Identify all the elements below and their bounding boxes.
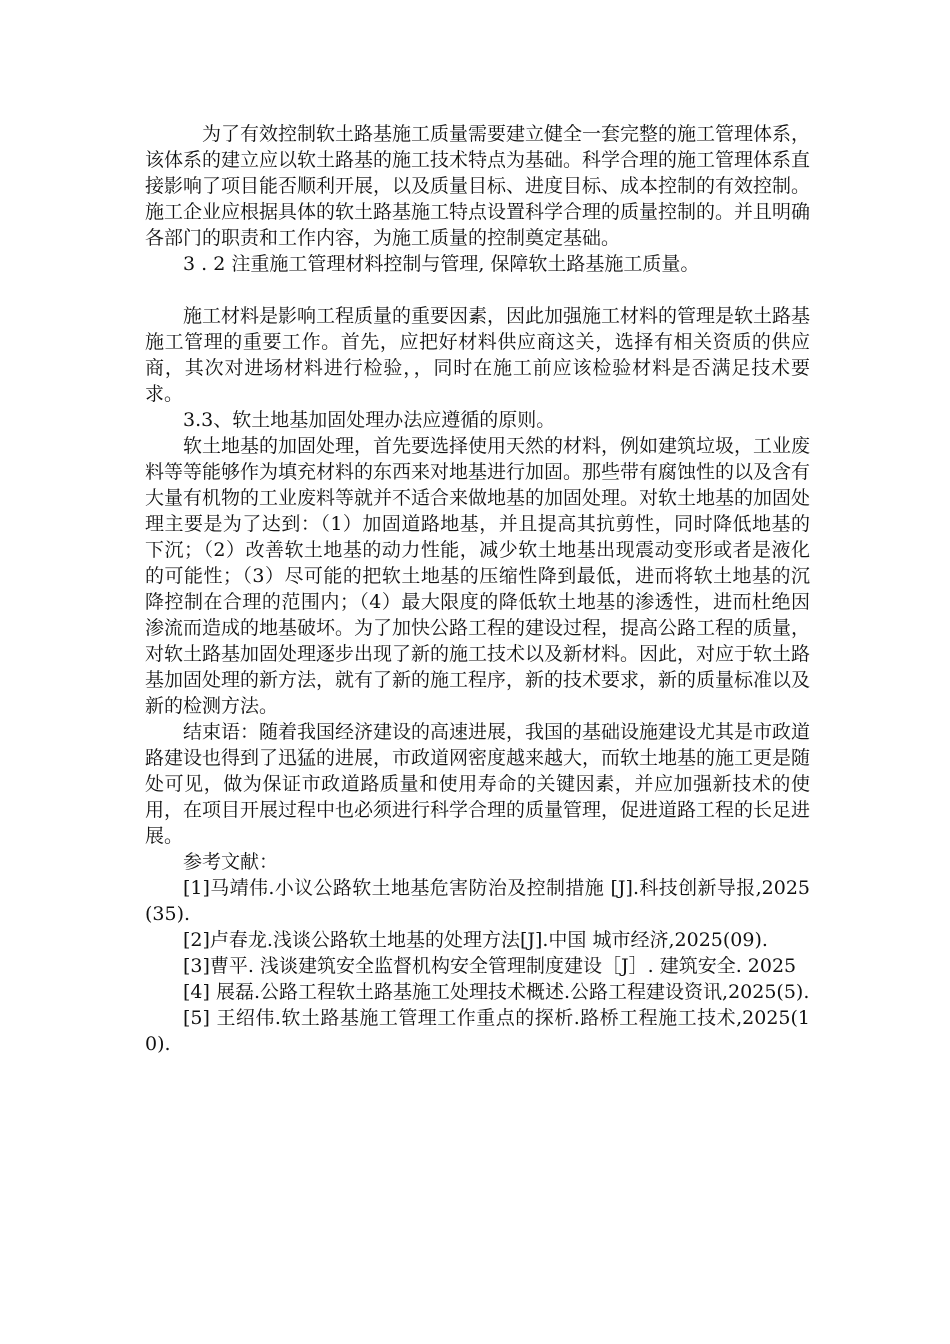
reference-item: [3]曹平. 浅谈建筑安全监督机构安全管理制度建设［J］. 建筑安全. 2025 [183,955,797,977]
reference-item: [5] 王绍伟.软土路基施工管理工作重点的探析.路桥工程施工技术,2025(10). [145,1007,810,1055]
document-body [145,121,810,1057]
section-heading-3-2: 3 . 2 注重施工管理材料控制与管理, 保障软土路基施工质量。 [183,253,700,275]
paragraph-reinforcement: 软土地基的加固处理，首先要选择使用天然的材料，例如建筑垃圾，工业废料等等能够作为填充材料的东西来对地基进行加固。那些带有腐蚀性的以及含有大量有机物的工业废料等就并不适合来做地基的加固处理。对软土地基的加固处理主要是为了达到：（1）加固道路地基，并且提高其抗剪性，同时降低地基的下沉；（2）改善软土地基的动力性能，减少软土地基出现震动变形或者是液化的可能性；（3）尽可能的把软土地基的压缩性降到最低，进而将软土地基的沉降控制在合理的范围内；（4）最大限度的降低软土地基的渗透性，进而杜绝因渗流而造成的地基破坏。为了加快公路工程的建设过程，提高公路工程的质量，对软土路基加固处理逐步出现了新的施工技术以及新材料。因此，对应于软土路基加固处理的新方法，就有了新的施工程序，新的技术要求，新的质量标准以及新的检测方法。 [145,435,811,717]
paragraph-management-system: 为了有效控制软土路基施工质量需要建立健全一套完整的施工管理体系，该体系的建立应以软土路基的施工技术特点为基础。科学合理的施工管理体系直接影响了项目能否顺利开展，以及质量目标、进度目标、成本控制的有效控制。施工企业应根据具体的软土路基施工特点设置科学合理的质量控制的。并且明确各部门的职责和工作内容，为施工质量的控制奠定基础。 [145,123,811,249]
reference-list [145,875,810,1057]
paragraph-conclusion: 结束语：随着我国经济建设的高速进展，我国的基础设施建设尤其是市政道路建设也得到了迅猛的进展，市政道网密度越来越大，而软土地基的施工更是随处可见，做为保证市政道路质量和使用寿命的关键因素，并应加强新技术的使用，在项目开展过程中也必须进行科学合理的质量管理，促进道路工程的长足进展。 [145,721,811,847]
references-heading: 参考文献： [183,851,279,873]
reference-item: [4] 展磊.公路工程软土路基施工处理技术概述.公路工程建设资讯,2025(5). [183,981,810,1003]
reference-item: [2]卢春龙.浅谈公路软土地基的处理方法[J].中国 城市经济,2025(09). [183,929,768,951]
section-heading-3-3: 3.3、软土地基加固处理办法应遵循的原则。 [183,409,556,431]
reference-item: [1]马靖伟.小议公路软土地基危害防治及控制措施 [J].科技创新导报,2025(35). [145,877,810,925]
paragraph-materials: 施工材料是影响工程质量的重要因素，因此加强施工材料的管理是软土路基施工管理的重要工作。首先，应把好材料供应商这关，选择有相关资质的供应商，其次对进场材料进行检验，，同时在施工前应该检验材料是否满足技术要求。 [145,305,811,405]
